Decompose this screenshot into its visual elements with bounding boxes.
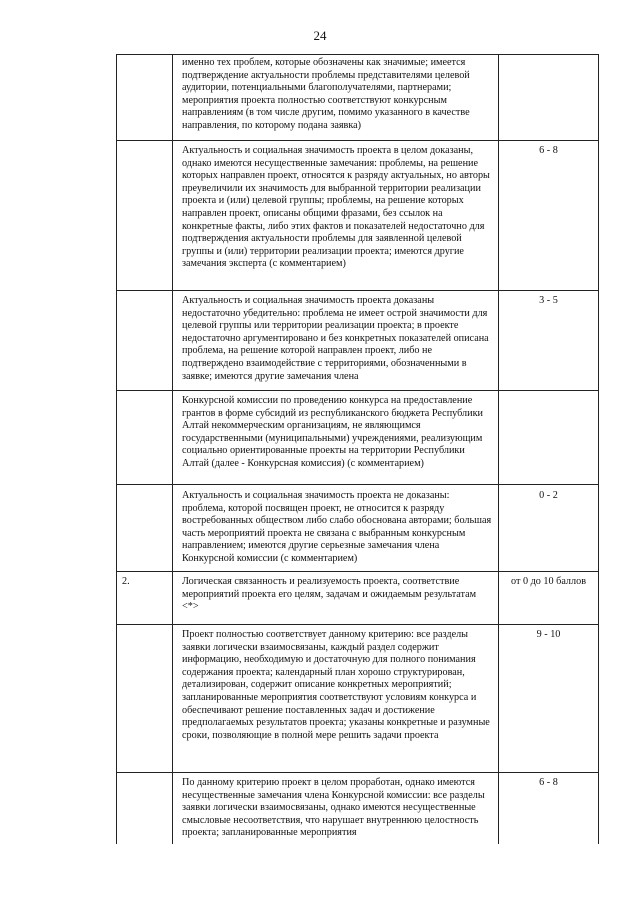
table-row-border [116,484,599,485]
table-row-border [116,772,599,773]
score-range: 6 - 8 [539,145,558,156]
table-row-border [116,290,599,291]
criterion-text: Актуальность и социальная значимость проекта доказаны недостаточно убедительно: проблема не имеет острой значимости для целевой группы или территории реализации проекта; в проекте недостаточно аргументировано и без конкретных показателей описана проблема, на решение которой направлен проект, либо не подтверждено взаимодействие с территориями, обозначенными в заявке; имеются другие замечания члена [182,295,489,382]
row-number: 2. [122,576,130,587]
criterion-text: По данному критерию проект в целом проработан, однако имеются несущественные замечания члена Конкурсной комиссии: все разделы заявки логически взаимосвязаны, однако имеются несущественные смысловые несоответствия, что нарушает внутреннюю целостность проекта; запланированные мероприятия [182,777,485,839]
table-row-border [116,54,599,55]
table-border-right [598,54,599,844]
score-range: 0 - 2 [539,490,558,501]
criterion-text: Актуальность и социальная значимость проекта в целом доказаны, однако имеются несущественные замечания: проблемы, на решение которых направлен проект, относятся к разряду актуальных, но авторы преувеличили их значимость для выбранной территории реализации проекта и (или) целевой группы; проблемы, на решение которых направлен проект, описаны общими фразами, без ссылок на конкретные факты, либо этих фактов и показателей недостаточно для подтверждения актуальности проблемы для заявленной целевой группы и (или) территории реализации проекта; имеются другие замечания эксперта (с комментарием) [182,145,490,270]
score-range: от 0 до 10 баллов [510,576,587,587]
score-range: 9 - 10 [536,629,561,640]
table-border-column-1 [172,54,173,844]
table-border-left [116,54,117,844]
table-row-border [116,571,599,572]
criterion-text: Актуальность и социальная значимость проекта не доказаны: проблема, которой посвящен проект, не относится к разряду востребованных обществом либо слабо обоснована авторами; большая часть мероприятий проекта не связана с выбранным конкурсным направлением; имеются другие серьезные замечания члена Конкурсной комиссии (с комментарием) [182,490,492,564]
score-range: 6 - 8 [539,777,558,788]
criteria-table [116,54,599,844]
table-border-column-2 [498,54,499,844]
table-row-border [116,140,599,141]
table-row-border [116,390,599,391]
table-row-border [116,624,599,625]
criterion-text: Логическая связанность и реализуемость проекта, соответствие мероприятий проекта его целям, задачам и ожидаемым результатам <*> [182,576,477,613]
page-number: 24 [313,28,327,43]
criterion-text: именно тех проблем, которые обозначены как значимые; имеется подтверждение актуальности проблемы представителями целевой аудитории, потенциальными благополучателями, партнерами; мероприятия проекта полностью соответствуют конкурсным направлениям (в том числе другим, помимо указанного в качестве направления, по которому подана заявка) [182,57,470,131]
criterion-text: Конкурсной комиссии по проведению конкурса на предоставление грантов в форме субсидий из республиканского бюджета Республики Алтай некоммерческим организациям, не являющимся государственными (муниципальными) учреждениями, реализующим социально ориентированные проекты на территории Республики Алтай (далее - Конкурсная комиссия) (с комментарием) [182,395,483,469]
score-range: 3 - 5 [539,295,558,306]
criterion-text: Проект полностью соответствует данному критерию: все разделы заявки логически взаимосвязаны, каждый раздел содержит информацию, необходимую и достаточную для полного понимания содержания проекта; календарный план хорошо структурирован, детализирован, содержит описание конкретных мероприятий; запланированные мероприятия соответствуют условиям конкурса и обеспечивают решение поставленных задач и достижение предполагаемых результатов проекта; указаны конкретные и разумные сроки, позволяющие в полной мере решить задачи проекта [182,629,490,741]
